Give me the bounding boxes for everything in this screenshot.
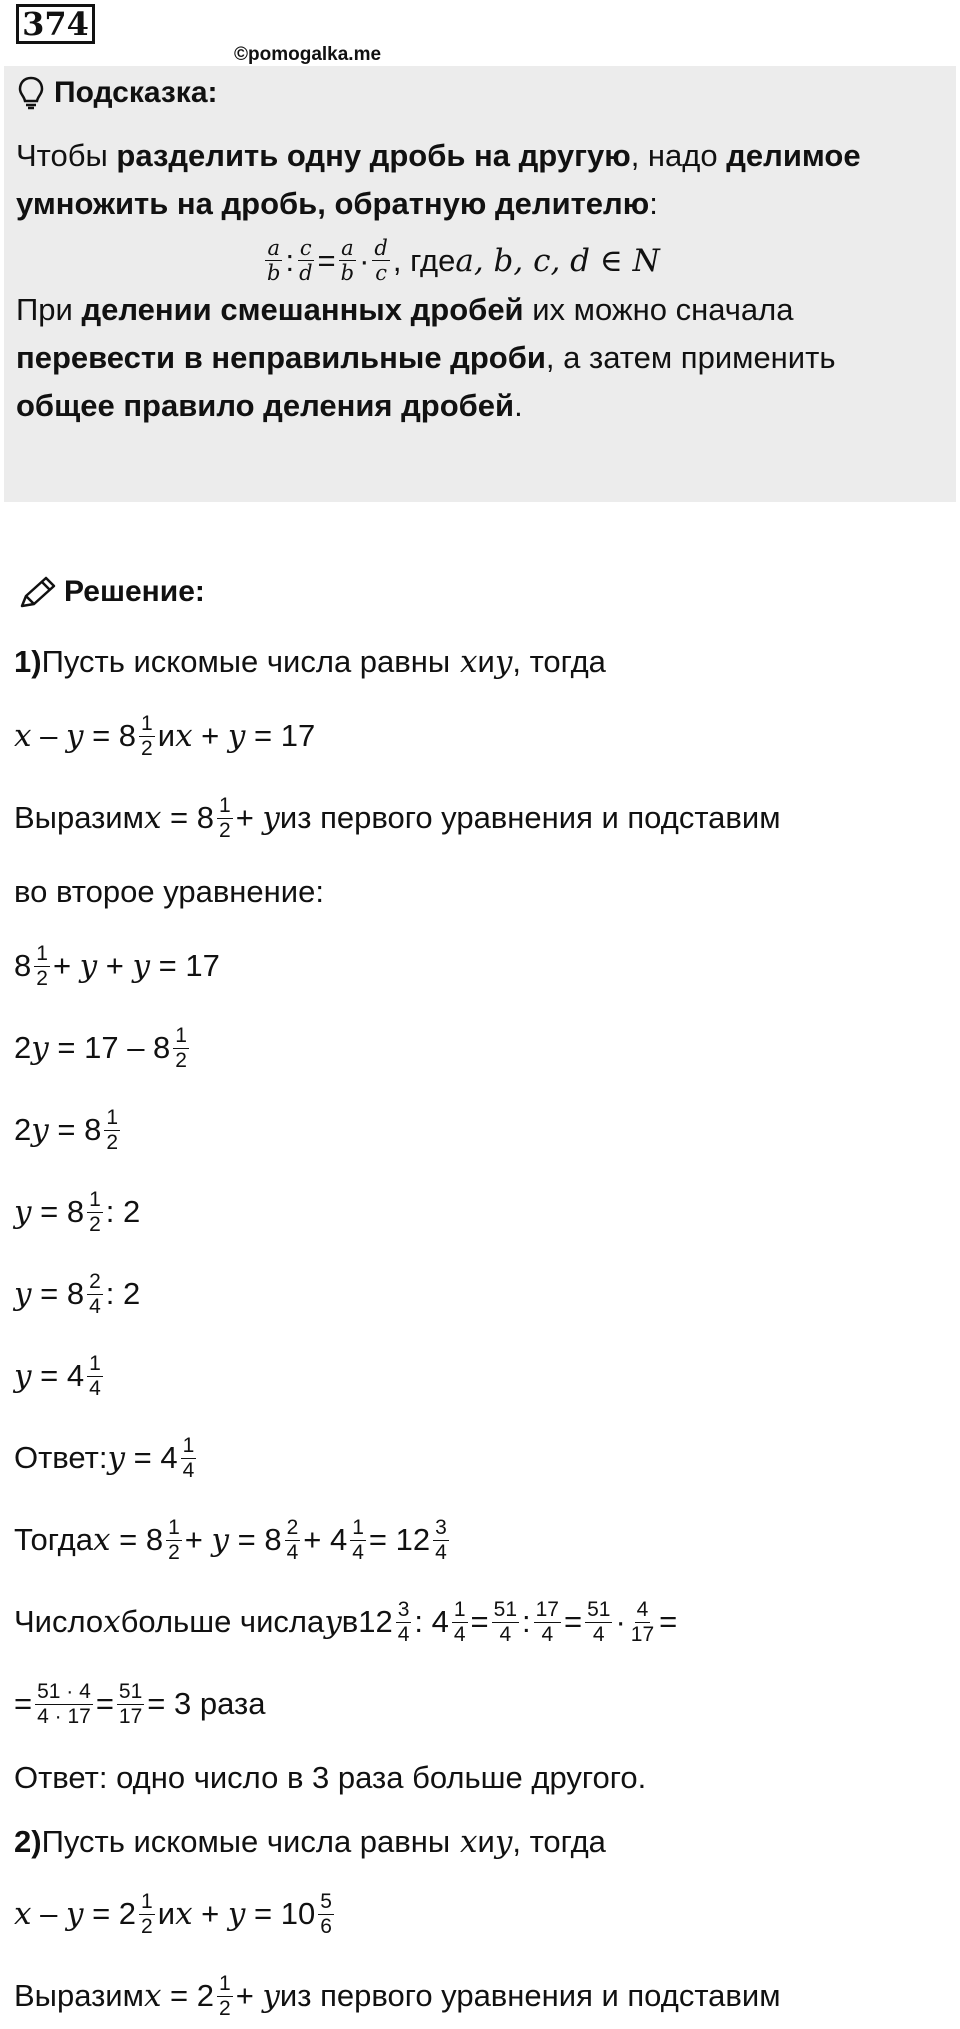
equation: 2 y = 8 $\frac{1}{2}$ [14, 1105, 119, 1154]
hint-paragraph-5 [16, 386, 523, 426]
watermark: ©pomogalka.me [234, 44, 382, 65]
text: Ответ: одно число в 3 раза больше другого. [14, 1760, 647, 1795]
hint-paragraph-2 [16, 184, 658, 224]
hint-paragraph-1 [16, 136, 861, 176]
equation-system-2: x – y = 2 $\frac{1}{2}$ и x + y = 10 $\frac{5}{6}$ [14, 1889, 332, 1938]
hint-text: При [16, 292, 82, 327]
text: Пусть искомые числа равны [41, 644, 451, 679]
text: и [157, 1896, 176, 1931]
text: , тогда [512, 644, 606, 679]
text: и [157, 718, 176, 753]
hint-text: , а затем применить [545, 340, 836, 375]
hint-text: : [649, 186, 658, 221]
text: Выразим [14, 1978, 144, 2013]
text: из первого уравнения и подставим [279, 1978, 781, 2013]
fraction: $\frac{a}{b}$ [340, 236, 355, 285]
hint-bold: делимое [726, 138, 861, 173]
text: Тогда [14, 1522, 93, 1557]
text: из первого уравнения и подставим [279, 800, 781, 835]
text: Число [14, 1604, 104, 1639]
text: 3 раза [174, 1686, 266, 1721]
hint-bold: общее правило деления дробей [16, 388, 515, 423]
equation: 8 $\frac{1}{2}$ + y + y = 17 [14, 941, 220, 990]
fraction: $\frac{a}{b}$ [267, 236, 281, 285]
equation: y = 8 $\frac{2}{4}$ : 2 [14, 1269, 141, 1318]
hint-box [4, 66, 956, 502]
equation: y = 4 $\frac{1}{4}$ [14, 1351, 101, 1400]
fraction: $\frac{d}{c}$ [374, 236, 388, 285]
hint-heading [18, 76, 218, 110]
equation-system-1: x – y = 8 $\frac{1}{2}$ и x + y = 17 [14, 711, 316, 760]
hint-bold: делении смешанных дробей [81, 292, 524, 327]
pencil-icon [18, 574, 58, 610]
variables: a, b, c, d ∈ N [455, 242, 660, 279]
text: и [477, 644, 495, 679]
hint-text: . [514, 388, 523, 423]
part-label: 1) [14, 644, 42, 679]
solution-heading [18, 574, 205, 610]
text: во второе уравнение: [14, 874, 324, 909]
part-label: 2) [14, 1824, 42, 1859]
lightbulb-icon [18, 76, 44, 110]
hint-paragraph-4 [16, 338, 835, 378]
ratio-calculation: Число x больше числа y в 12 $\frac{3}{4}$ : 4 $\frac{1}{4}$ = $\frac{51}{4}$ : $\frac{17}{4}$ = $\frac{51}{4}$ · $\frac{4}{17}$ = [14, 1597, 678, 1646]
hint-bold: разделить одну дробь на другую [116, 138, 631, 173]
equation: 2 y = 17 – 8 $\frac{1}{2}$ [14, 1023, 187, 1072]
hint-text: Чтобы [16, 138, 117, 173]
fraction: $\frac{c}{d}$ [299, 236, 313, 285]
step-intro-1: 1) Пусть искомые числа равны x и y , тогда [14, 644, 606, 680]
text: в [341, 1604, 359, 1639]
text: , тогда [512, 1824, 606, 1859]
text: Выразим [14, 800, 144, 835]
problem-number: 374 [16, 4, 95, 44]
hint-text: , надо [630, 138, 727, 173]
division-formula: $\frac{a}{b}$ : $\frac{c}{d}$ = $\frac{a}{b}$ · $\frac{d}{c}$ , где a, b, c, d ∈ N [267, 236, 660, 285]
hint-bold: перевести в неправильные дроби [16, 340, 546, 375]
express-line-2: Выразим x = 2 $\frac{1}{2}$ + y из первого уравнения и подставим [14, 1971, 781, 2020]
hint-title: Подсказка: [54, 76, 218, 109]
text: больше числа [120, 1604, 325, 1639]
express-line-1: Выразим x = 8 $\frac{1}{2}$ + y из первого уравнения и подставим [14, 793, 781, 842]
text: Ответ: [14, 1440, 108, 1475]
hint-text: , где [392, 242, 456, 278]
x-calculation: Тогда x = 8 $\frac{1}{2}$ + y = 8 $\frac{2}{4}$ + 4 $\frac{1}{4}$ = 12 $\frac{3}{4}$ [14, 1515, 447, 1564]
text: Пусть искомые числа равны [41, 1824, 451, 1859]
step-intro-2: 2) Пусть искомые числа равны x и y , тогда [14, 1824, 606, 1860]
hint-paragraph-3 [16, 290, 793, 330]
text: и [477, 1824, 495, 1859]
ratio-result: = $\frac{51 \cdot 4}{4 \cdot 17}$ = $\frac{51}{17}$ = 3 раза [14, 1679, 266, 1728]
answer-y: Ответ: y = 4 $\frac{1}{4}$ [14, 1433, 195, 1482]
answer-1 [14, 1750, 646, 1806]
hint-bold: умножить на дробь, обратную делителю [16, 186, 650, 221]
equation: y = 8 $\frac{1}{2}$ : 2 [14, 1187, 141, 1236]
second-equation-line [14, 864, 324, 920]
solution-title: Решение: [64, 575, 205, 608]
hint-text: их можно сначала [523, 292, 794, 327]
